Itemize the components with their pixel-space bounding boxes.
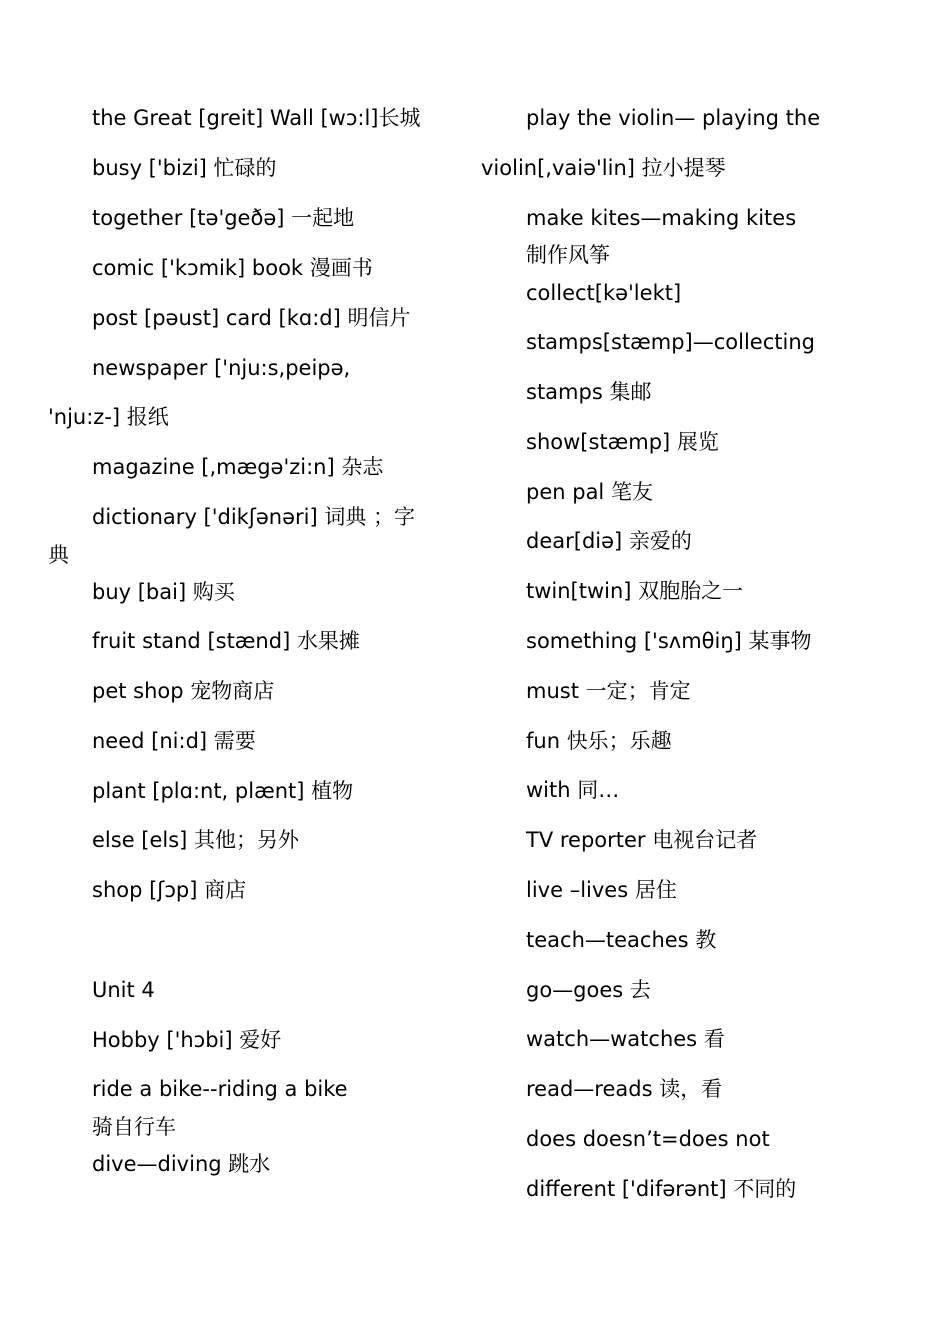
vocab-line-translation: 骑自行车: [92, 1115, 176, 1139]
vocab-line: plant [plɑ:nt, plænt] 植物: [92, 779, 354, 803]
vocab-line: dear[diə] 亲爱的: [526, 529, 692, 553]
vocab-line: Hobby ['hɔbi] 爱好: [92, 1028, 282, 1052]
vocab-line: must 一定；肯定: [526, 679, 691, 703]
vocab-line: buy [bai] 购买: [92, 580, 235, 604]
vocab-line: stamps 集邮: [526, 380, 652, 404]
vocab-line: busy ['bizi] 忙碌的: [92, 156, 277, 180]
vocab-line: live –lives 居住: [526, 878, 677, 902]
vocab-line: twin[twin] 双胞胎之一: [526, 579, 744, 603]
vocab-line: watch—watches 看: [526, 1027, 725, 1051]
vocab-line: with 同…: [526, 778, 620, 802]
vocab-line: the Great [greit] Wall [wɔ:l]长城: [92, 106, 421, 130]
vocab-line: collect[kə'lekt]: [526, 281, 682, 305]
vocab-line-continued: 典: [48, 543, 69, 567]
vocab-line: does doesn’t=does not: [526, 1127, 770, 1151]
vocab-line: pen pal 笔友: [526, 480, 653, 504]
vocab-line: newspaper ['nju:s,peipə,: [92, 356, 351, 380]
vocab-line: go—goes 去: [526, 978, 651, 1002]
vocab-line: together [tə'geðə] 一起地: [92, 206, 355, 230]
vocab-line: post [pəust] card [kɑ:d] 明信片: [92, 306, 411, 330]
vocab-line: TV reporter 电视台记者: [526, 828, 758, 852]
vocab-line: comic ['kɔmik] book 漫画书: [92, 256, 373, 280]
vocab-line: else [els] 其他；另外: [92, 828, 300, 852]
vocab-line-continued: violin[,vaiə'lin] 拉小提琴: [481, 156, 726, 180]
vocab-line-translation: 制作风筝: [526, 243, 610, 267]
vocab-line-continued: 'nju:z-] 报纸: [48, 405, 169, 429]
vocab-line: play the violin— playing the: [526, 106, 821, 130]
vocab-line: dive—diving 跳水: [92, 1152, 271, 1176]
vocab-line: ride a bike--riding a bike: [92, 1077, 348, 1101]
vocab-line: pet shop 宠物商店: [92, 679, 275, 703]
vocab-line: read—reads 读，看: [526, 1077, 723, 1101]
vocab-line: fun 快乐；乐趣: [526, 729, 672, 753]
vocab-line: make kites—making kites: [526, 206, 797, 230]
vocab-line: stamps[stæmp]—collecting: [526, 330, 815, 354]
vocab-line: shop [ʃɔp] 商店: [92, 878, 247, 902]
vocab-line: magazine [,mægə'zi:n] 杂志: [92, 455, 384, 479]
vocab-line: dictionary ['dikʃənəri] 词典 ；字: [92, 505, 416, 529]
vocab-line: need [ni:d] 需要: [92, 729, 256, 753]
vocab-line: something ['sʌmθiŋ] 某事物: [526, 629, 812, 653]
vocab-line: fruit stand [stænd] 水果摊: [92, 629, 360, 653]
unit-heading: Unit 4: [92, 978, 155, 1002]
vocab-line: teach—teaches 教: [526, 928, 717, 952]
vocab-line: different ['difərənt] 不同的: [526, 1177, 797, 1201]
vocab-line: show[stæmp] 展览: [526, 430, 719, 454]
